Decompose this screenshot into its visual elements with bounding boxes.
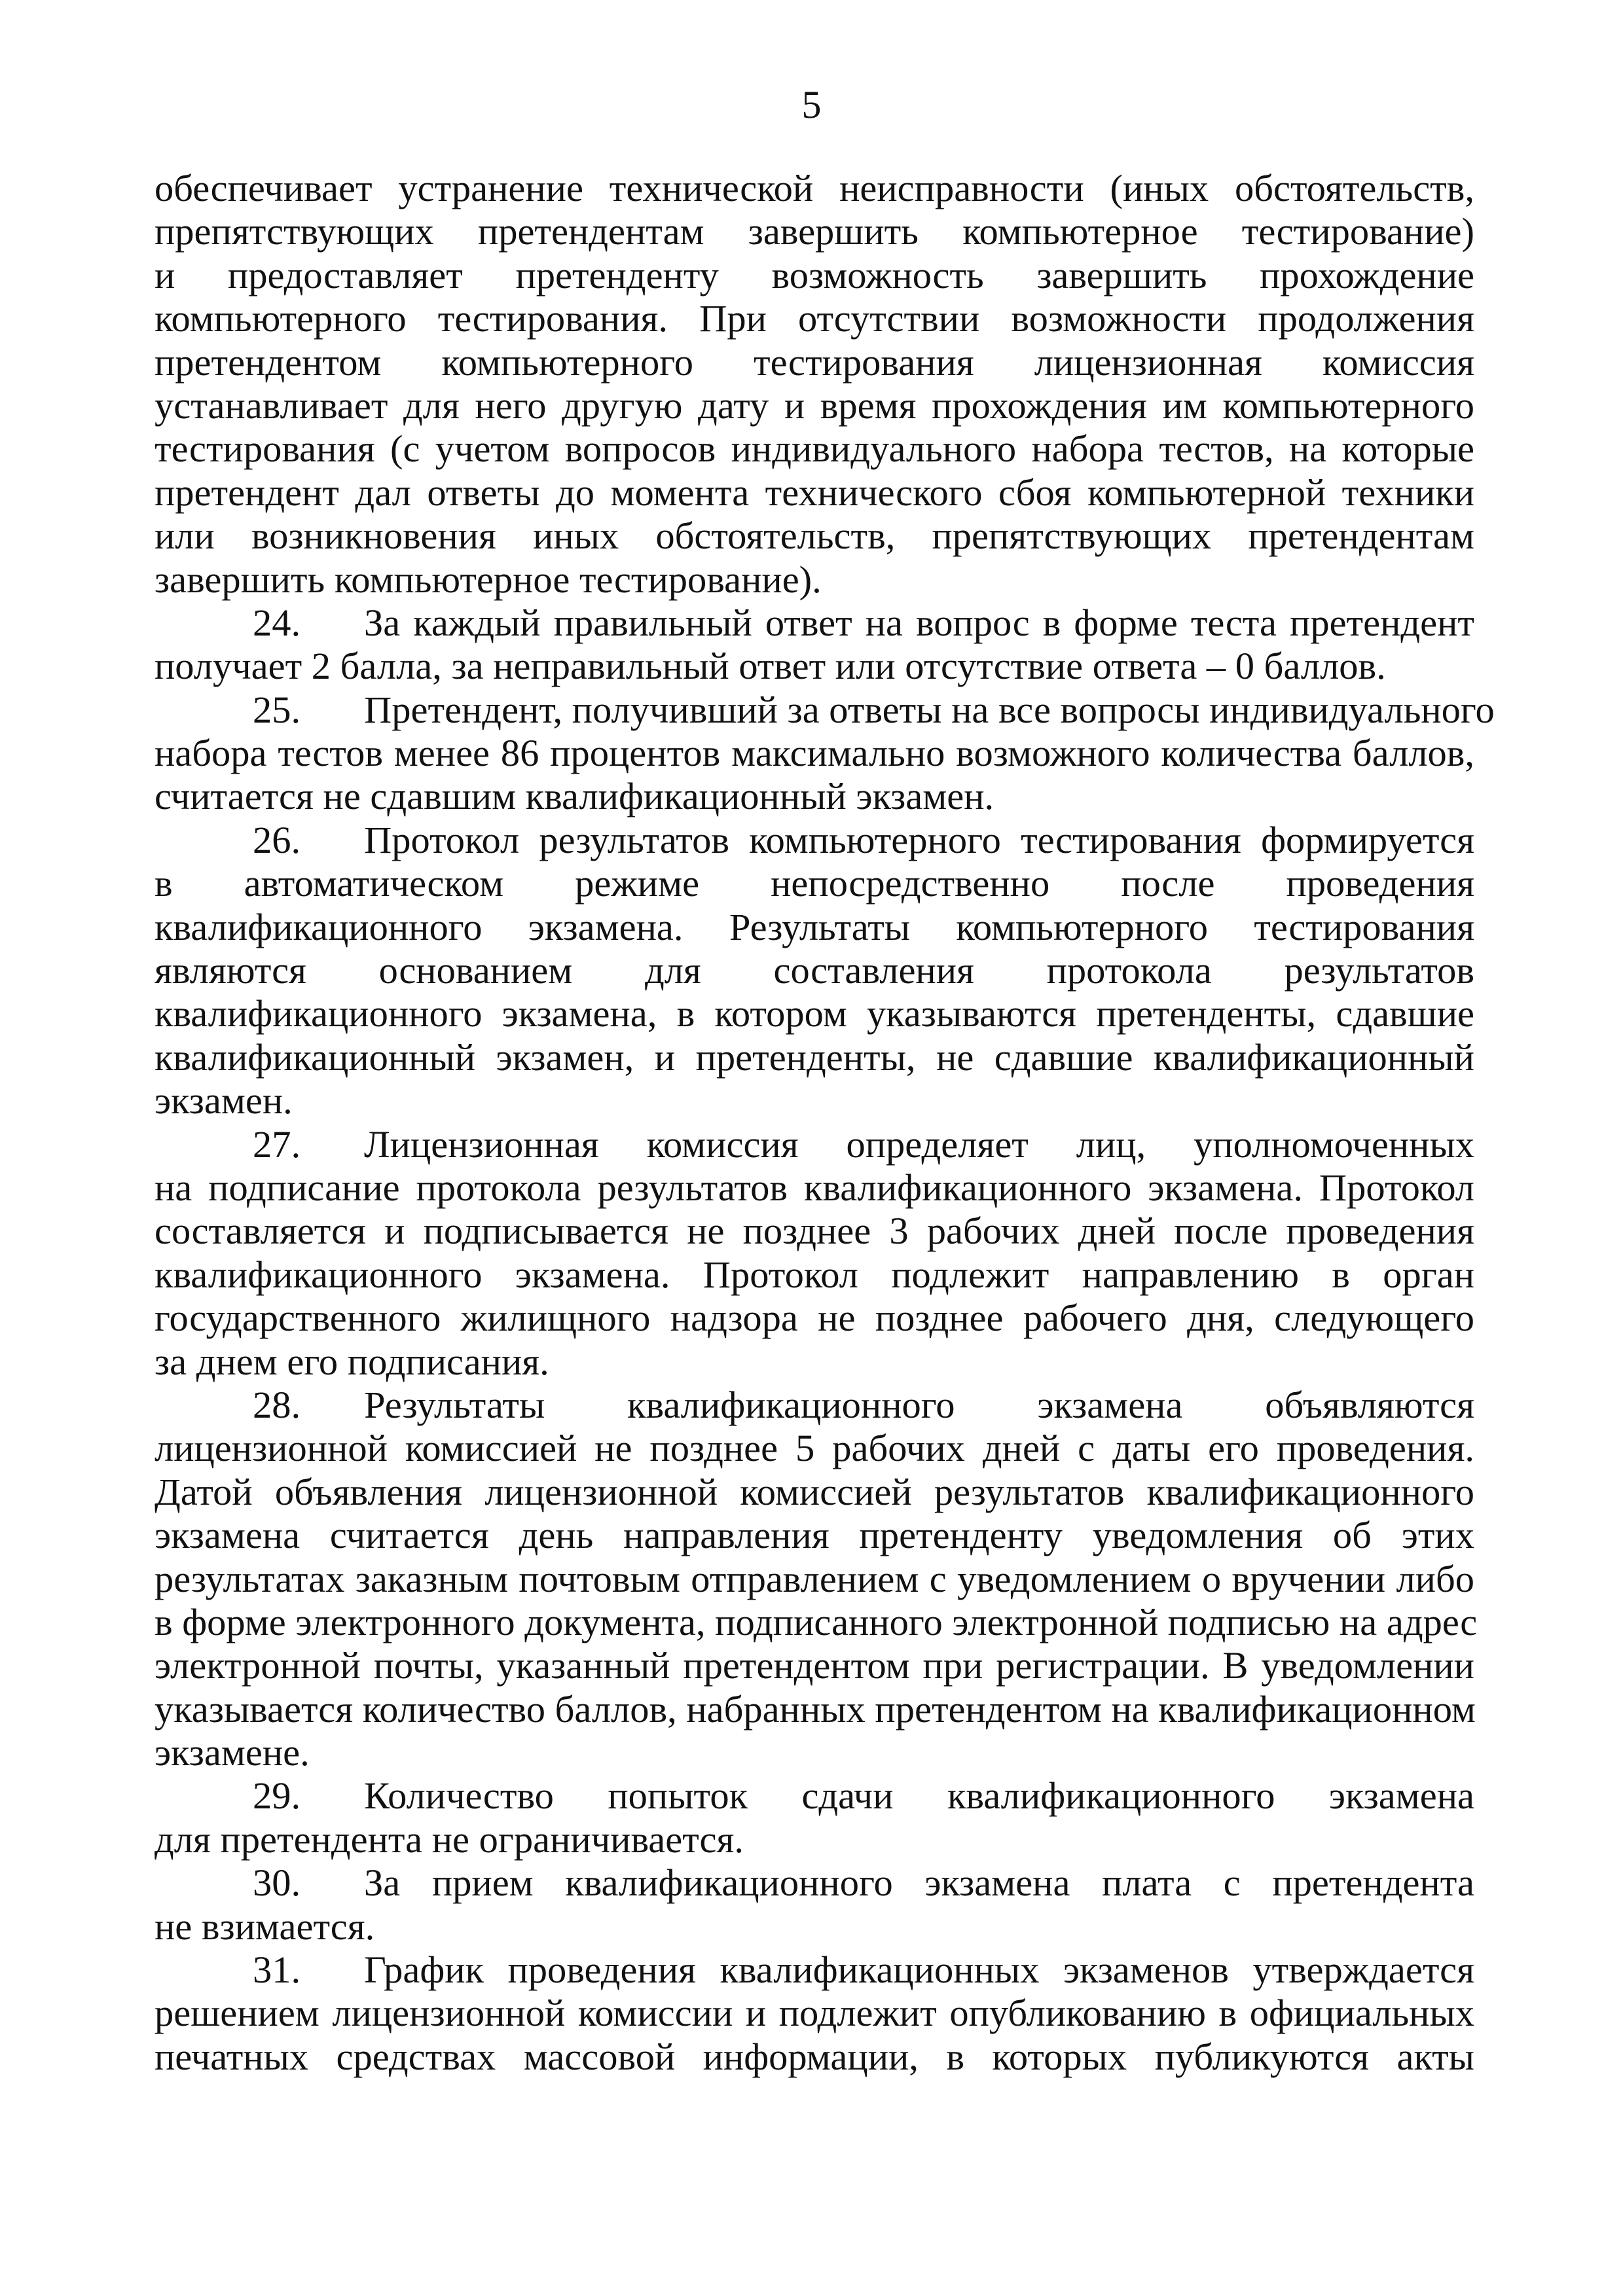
- text-line: [155, 1036, 1474, 1079]
- text-line: [155, 1688, 1474, 1731]
- text-line: [155, 1992, 1474, 2035]
- line-text: компьютерного тестирования. При отсутствии возможности продолжения: [155, 297, 1474, 340]
- text-line: [155, 167, 1474, 210]
- line-text: результатах заказным почтовым отправлением с уведомлением о вручении либо: [155, 1557, 1474, 1600]
- line-text: лицензионной комиссией не позднее 5 рабочих дней с даты его проведения.: [155, 1427, 1474, 1470]
- paragraph-first-line: [155, 1384, 1474, 1427]
- text-line: [155, 732, 1474, 775]
- text-line: [155, 1297, 1474, 1340]
- text-line: [155, 210, 1474, 253]
- text-line: [155, 1644, 1474, 1687]
- document-body: [155, 167, 1495, 2079]
- paragraph-number: 26.: [253, 818, 301, 861]
- line-text: За каждый правильный ответ на вопрос в форме теста претендент: [364, 601, 1474, 644]
- text-line: [155, 1166, 1474, 1210]
- text-line: [155, 1514, 1474, 1557]
- line-text: печатных средствах массовой информации, в которых публикуются акты: [155, 2035, 1474, 2078]
- line-text: Датой объявления лицензионной комиссией результатов квалификационного: [155, 1470, 1474, 1513]
- text-line: [155, 514, 1474, 558]
- line-text: Протокол результатов компьютерного тестирования формируется: [364, 818, 1474, 861]
- line-text: претендент дал ответы до момента технического сбоя компьютерной техники: [155, 471, 1474, 514]
- line-text: обеспечивает устранение технической неисправности (иных обстоятельств,: [155, 167, 1474, 209]
- text-line: [155, 558, 1474, 601]
- line-text: для претендента не ограничивается.: [155, 1818, 744, 1861]
- line-text: Претендент, получивший за ответы на все вопросы индивидуального: [364, 688, 1495, 731]
- text-line: [155, 645, 1474, 688]
- text-line: [155, 1731, 1474, 1774]
- line-text: или возникновения иных обстоятельств, препятствующих претендентам: [155, 514, 1474, 558]
- text-line: [155, 1427, 1474, 1470]
- text-line: [155, 1340, 1474, 1384]
- line-text: претендентом компьютерного тестирования лицензионная комиссия: [155, 340, 1474, 384]
- text-line: [155, 862, 1474, 905]
- paragraph-number: 31.: [253, 1948, 301, 1992]
- text-line: [155, 2036, 1474, 2079]
- line-text: квалификационный экзамен, и претенденты, не сдавшие квалификационный: [155, 1035, 1474, 1079]
- line-text: экзамене.: [155, 1731, 310, 1774]
- text-line: [155, 384, 1474, 427]
- line-text: государственного жилищного надзора не позднее рабочего дня, следующего: [155, 1297, 1474, 1340]
- line-text: Количество попыток сдачи квалификационного экзамена: [364, 1774, 1474, 1818]
- text-line: [155, 992, 1474, 1035]
- line-text: в автоматическом режиме непосредственно после проведения: [155, 862, 1474, 905]
- paragraph-number: 24.: [253, 601, 301, 644]
- line-text: квалификационного экзамена, в котором указываются претенденты, сдавшие: [155, 992, 1474, 1035]
- line-text: в форме электронного документа, подписанного электронной подписью на адрес: [155, 1600, 1478, 1643]
- line-text: набора тестов менее 86 процентов максимально возможного количества баллов,: [155, 732, 1474, 775]
- line-text: Результаты квалификационного экзамена объявляются: [364, 1383, 1474, 1426]
- line-text: тестирования (с учетом вопросов индивидуального набора тестов, на которые: [155, 427, 1474, 471]
- paragraph-number: 28.: [253, 1383, 301, 1426]
- line-text: являются основанием для составления протокола результатов: [155, 949, 1474, 992]
- line-text: устанавливает для него другую дату и время прохождения им компьютерного: [155, 384, 1474, 427]
- text-line: [155, 949, 1474, 992]
- line-text: квалификационного экзамена. Протокол подлежит направлению в орган: [155, 1253, 1474, 1296]
- line-text: экзамена считается день направления претенденту уведомления об этих: [155, 1514, 1474, 1557]
- text-line: [155, 1253, 1474, 1297]
- line-text: считается не сдавшим квалификационный экзамен.: [155, 775, 994, 818]
- paragraph-first-line: [155, 1774, 1474, 1818]
- paragraph-number: 29.: [253, 1774, 301, 1818]
- line-text: Лицензионная комиссия определяет лиц, уполномоченных: [364, 1122, 1474, 1166]
- paragraph-first-line: [155, 819, 1474, 862]
- paragraph-first-line: [155, 1948, 1474, 1992]
- paragraph-number: 30.: [253, 1861, 301, 1905]
- line-text: квалификационного экзамена. Результаты компьютерного тестирования: [155, 905, 1474, 948]
- text-line: [155, 1818, 1474, 1861]
- text-line: [155, 906, 1474, 949]
- text-line: [155, 1600, 1478, 1644]
- text-line: [155, 1905, 1474, 1948]
- paragraph-number: 25.: [253, 688, 301, 731]
- line-text: экзамен.: [155, 1079, 293, 1122]
- line-text: за днем его подписания.: [155, 1340, 549, 1383]
- line-text: составляется и подписывается не позднее 3 рабочих дней после проведения: [155, 1210, 1474, 1253]
- paragraph-first-line: [155, 688, 1495, 732]
- text-line: [155, 1210, 1474, 1253]
- text-line: [155, 341, 1474, 384]
- paragraph-first-line: [155, 1861, 1474, 1905]
- text-line: [155, 775, 1474, 818]
- text-line: [155, 1079, 1474, 1122]
- line-text: на подписание протокола результатов квалификационного экзамена. Протокол: [155, 1166, 1474, 1209]
- line-text: решением лицензионной комиссии и подлежит опубликованию в официальных: [155, 1992, 1474, 2035]
- text-line: [155, 254, 1474, 297]
- line-text: не взимается.: [155, 1905, 375, 1948]
- text-line: [155, 1558, 1474, 1601]
- line-text: За прием квалификационного экзамена плата с претендента: [364, 1861, 1474, 1905]
- text-line: [155, 1471, 1474, 1514]
- paragraph-number: 27.: [253, 1122, 301, 1166]
- paragraph-first-line: [155, 601, 1474, 645]
- line-text: График проведения квалификационных экзаменов утверждается: [364, 1948, 1474, 1992]
- line-text: получает 2 балла, за неправильный ответ или отсутствие ответа – 0 баллов.: [155, 645, 1386, 688]
- line-text: препятствующих претендентам завершить компьютерное тестирование): [155, 210, 1474, 253]
- page-number: 5: [801, 83, 822, 126]
- line-text: и предоставляет претенденту возможность завершить прохождение: [155, 253, 1474, 296]
- paragraph-first-line: [155, 1123, 1474, 1166]
- line-text: завершить компьютерное тестирование).: [155, 558, 822, 601]
- line-text: указывается количество баллов, набранных претендентом на квалификационном: [155, 1687, 1476, 1731]
- line-text: электронной почты, указанный претендентом при регистрации. В уведомлении: [155, 1644, 1474, 1687]
- text-line: [155, 427, 1474, 471]
- text-line: [155, 297, 1474, 340]
- text-line: [155, 471, 1474, 514]
